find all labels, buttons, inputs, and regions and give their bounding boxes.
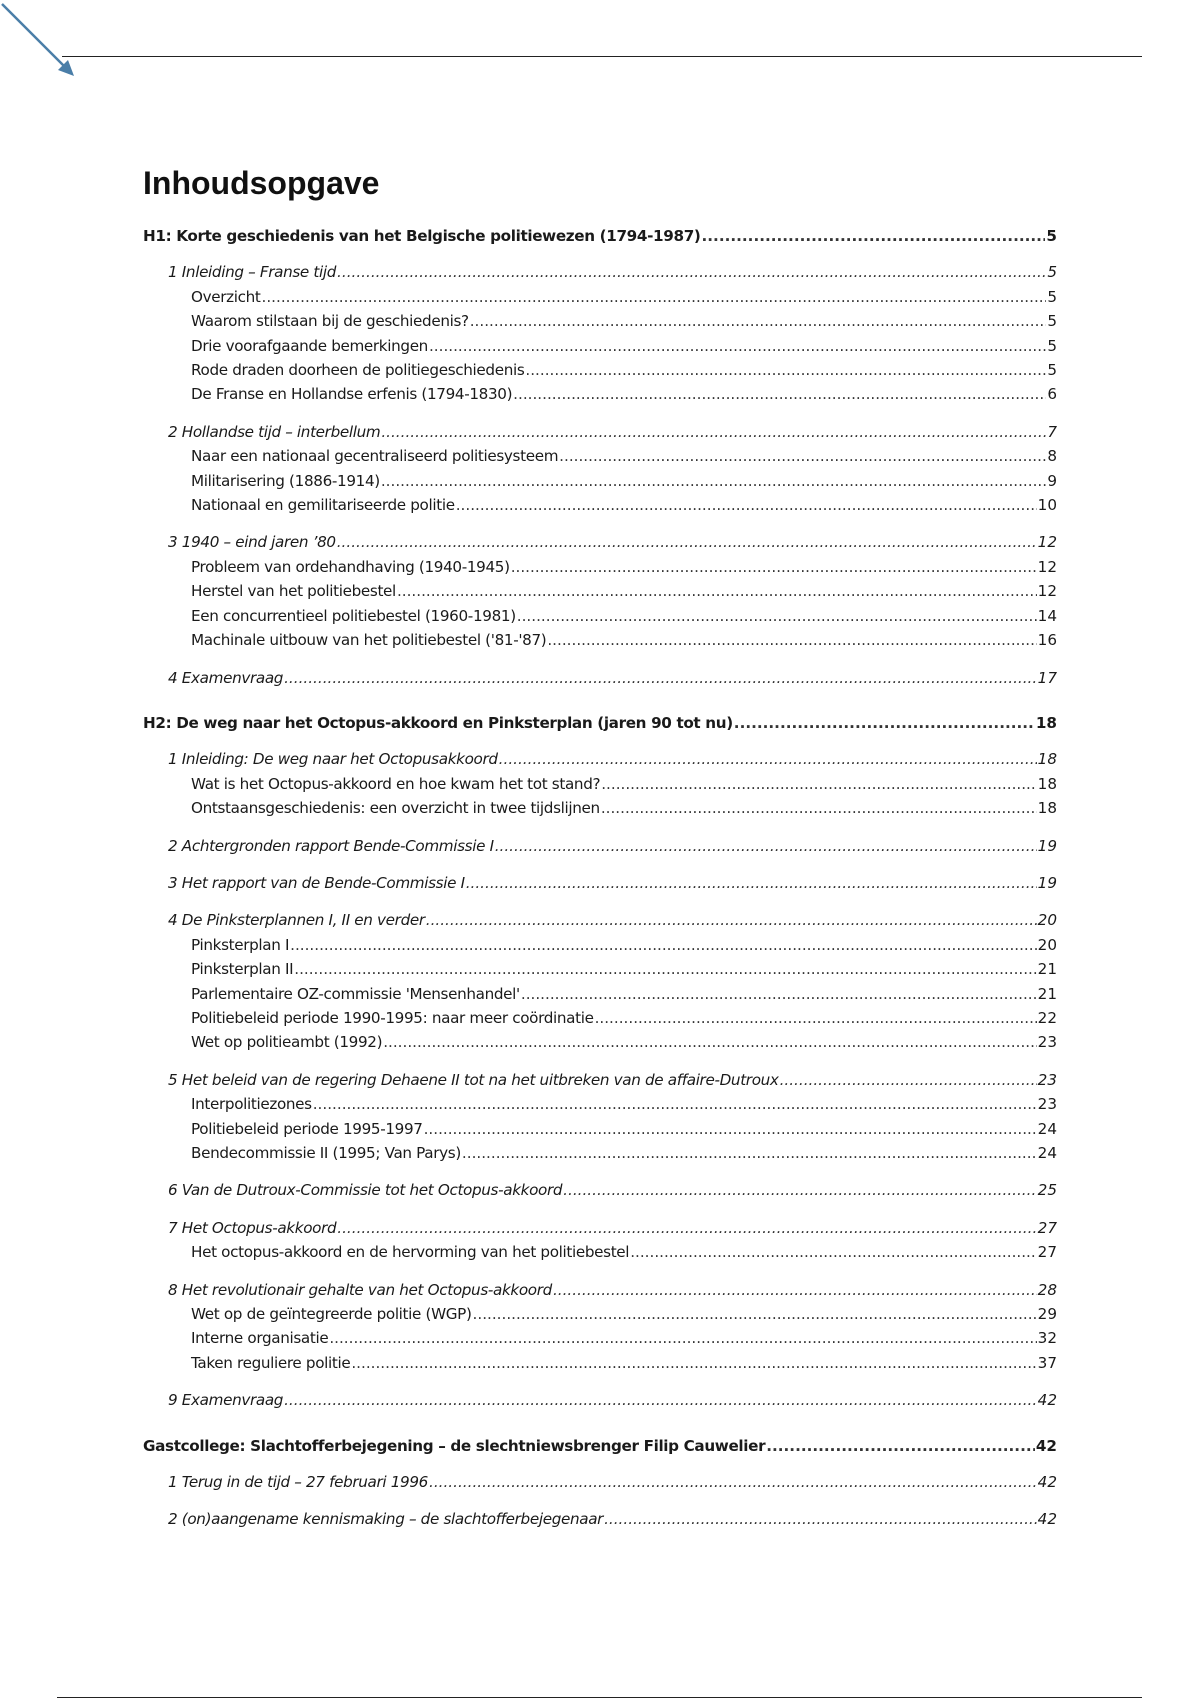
toc-dot-leader [511,555,1037,579]
footer-rule [57,1697,1142,1698]
toc-entry-text: 8 Het revolutionair gehalte van het Octopus-akkoord [168,1280,552,1299]
toc-page-number: 25 [1037,1181,1057,1200]
toc-dot-leader [630,1240,1036,1264]
toc-entry-level-3[interactable] [143,1092,1057,1116]
toc-page-number: 20 [1037,935,1057,954]
toc-entry-text: Taken reguliere politie [191,1353,351,1372]
toc-entry-level-3[interactable] [143,1351,1057,1375]
toc-entry-text: H1: Korte geschiedenis van het Belgische politiewezen (1794-1987) [143,227,701,245]
toc-page-number: 24 [1037,1144,1057,1162]
toc-entry-level-2[interactable] [143,871,1057,895]
toc-page-number: 17 [1037,668,1057,687]
toc-entry-text: Overzicht [191,287,261,306]
toc-entry-level-3[interactable] [143,382,1057,406]
toc-dot-leader [313,1092,1037,1116]
toc-page-number: 42 [1037,1510,1057,1529]
toc-page-number: 27 [1037,1218,1057,1237]
toc-entry-text: De Franse en Hollandse erfenis (1794-1830) [191,385,513,404]
toc-entry-level-3[interactable] [143,1240,1057,1264]
toc-dot-leader [329,1326,1036,1350]
toc-dot-leader [381,469,1046,493]
toc-page-number: 19 [1037,836,1057,855]
toc-entry-level-2[interactable] [143,1507,1057,1531]
toc-dot-leader [553,1278,1037,1302]
toc-page-number: 28 [1037,1280,1057,1299]
toc-page-number: 27 [1037,1243,1057,1262]
toc-entry-text: 2 Achtergronden rapport Bende-Commissie I [168,836,494,855]
toc-dot-leader [563,1178,1037,1202]
toc-entry-text: Een concurrentieel politiebestel (1960-1981) [191,606,516,625]
toc-page-number: 18 [1037,799,1057,818]
toc-page-number: 23 [1037,1095,1057,1114]
toc-page-number: 37 [1037,1353,1057,1372]
toc-page-number: 12 [1037,533,1057,552]
toc-dot-leader [429,1470,1037,1494]
toc-dot-leader [473,1302,1037,1326]
toc-entry-text: Politiebeleid periode 1990-1995: naar meer coördinatie [191,1008,594,1027]
toc-entry-level-3[interactable] [143,1030,1057,1054]
toc-page-number: 23 [1037,1070,1057,1089]
toc-dot-leader [397,579,1037,603]
toc-entry-text: 1 Inleiding – Franse tijd [168,263,337,282]
toc-entry-level-3[interactable] [143,285,1057,309]
toc-dot-leader [513,382,1046,406]
toc-page-number: 5 [1047,336,1057,355]
toc-entry-text: Militarisering (1886-1914) [191,471,380,490]
toc-page-number: 18 [1037,774,1057,793]
toc-entry-text: Nationaal en gemilitariseerde politie [191,496,455,515]
toc-entry-text: 7 Het Octopus-akkoord [168,1218,337,1237]
header-rule [62,56,1142,57]
toc-entry-text: Naar een nationaal gecentraliseerd politiesysteem [191,447,559,466]
toc-page-number: 18 [1035,713,1057,732]
toc-entry-text: Interne organisatie [191,1329,329,1348]
toc-entry-level-3[interactable] [143,604,1057,628]
toc-title: Inhoudsopgave [143,165,380,201]
toc-page-number: 21 [1037,960,1057,979]
toc-dot-leader [381,420,1046,444]
toc-entry-level-3[interactable] [143,493,1057,517]
toc-dot-leader [521,982,1037,1006]
toc-dot-leader [601,772,1036,796]
toc-entry-text: Ontstaansgeschiedenis: een overzicht in twee tijdslijnen [191,799,600,818]
toc-dot-leader [734,711,1035,735]
toc-dot-leader [499,747,1037,771]
toc-entry-level-3[interactable] [143,579,1057,603]
toc-entry-level-3[interactable] [143,555,1057,579]
toc-entry-text: Waarom stilstaan bij de geschiedenis? [191,312,469,331]
toc-dot-leader [294,957,1036,981]
toc-dot-leader [284,1388,1037,1412]
toc-entry-level-2[interactable] [143,260,1057,284]
toc-dot-leader [290,933,1037,957]
toc-dot-leader [351,1351,1036,1375]
toc-page-number: 24 [1037,1119,1057,1138]
toc-page-number: 5 [1047,263,1057,282]
toc-entry-level-2[interactable] [143,834,1057,858]
toc-entry-text: Wet op politieambt (1992) [191,1033,383,1052]
toc-page-number: 7 [1047,422,1057,441]
toc-dot-leader [383,1030,1036,1054]
toc-entry-text: Wat is het Octopus-akkoord en hoe kwam het tot stand? [191,774,601,793]
toc-page-number: 42 [1037,1473,1057,1492]
toc-page-number: 29 [1037,1305,1057,1324]
toc-page-number: 22 [1037,1008,1057,1027]
toc-entry-text: Het octopus-akkoord en de hervorming van het politiebestel [191,1243,630,1262]
toc-entry-text: Pinksterplan II [191,960,294,979]
toc-entry-text: 3 1940 – eind jaren ’80 [168,533,336,552]
toc-dot-leader [525,358,1046,382]
toc-entry-level-3[interactable] [143,1117,1057,1141]
toc-entry-level-2[interactable] [143,747,1057,771]
toc-entry-level-3[interactable] [143,1302,1057,1326]
toc-page-number: 19 [1037,873,1057,892]
toc-page-number: 12 [1037,557,1057,576]
toc-dot-leader [595,1006,1037,1030]
toc-page-number: 32 [1037,1329,1057,1348]
toc-entry-level-3[interactable] [143,628,1057,652]
toc-entry-text: Politiebeleid periode 1995-1997 [191,1119,423,1138]
toc-dot-leader [262,285,1047,309]
toc-entry-level-2[interactable] [143,1388,1057,1412]
toc-entry-level-1[interactable] [143,224,1057,248]
toc-entry-text: 1 Inleiding: De weg naar het Octopusakkoord [168,750,498,769]
toc-entry-text: Rode draden doorheen de politiegeschiedenis [191,361,525,380]
toc-dot-leader [470,309,1047,333]
toc-entry-level-2[interactable] [143,1178,1057,1202]
toc-page-number: 20 [1037,911,1057,930]
toc-dot-leader [337,530,1037,554]
toc-entry-level-3[interactable] [143,772,1057,796]
toc-page-number: 5 [1047,287,1057,306]
toc-entry-text: Bendecommissie II (1995; Van Parys) [191,1144,461,1162]
toc-entry-level-3[interactable] [143,1006,1057,1030]
toc-entry-level-3[interactable] [143,982,1057,1006]
toc-page-number: 14 [1037,606,1057,625]
toc-entry-level-2[interactable] [143,1216,1057,1240]
toc-entry-text: 3 Het rapport van de Bende-Commissie I [168,873,465,892]
toc-entry-text: 2 Hollandse tijd – interbellum [168,422,381,441]
toc-dot-leader [284,666,1037,690]
toc-entry-level-2[interactable] [143,1278,1057,1302]
toc-page-number: 42 [1037,1391,1057,1410]
toc-page-number: 9 [1047,471,1057,490]
toc-entry-text: 4 De Pinksterplannen I, II en verder [168,911,425,930]
toc-entry-level-3[interactable] [143,957,1057,981]
toc-dot-leader [466,871,1037,895]
toc-dot-leader [462,1141,1037,1165]
toc-dot-leader [547,628,1036,652]
toc-entry-text: 5 Het beleid van de regering Dehaene II tot na het uitbreken van de affaire-Dutroux [168,1070,779,1089]
toc-entry-level-2[interactable] [143,908,1057,932]
toc-page-number: 18 [1037,750,1057,769]
toc-dot-leader [604,1507,1037,1531]
toc-entry-text: Pinksterplan I [191,935,290,954]
toc-entry-level-2[interactable] [143,666,1057,690]
toc-page-number: 12 [1037,582,1057,601]
toc-entries [143,224,1057,1532]
toc-entry-level-3[interactable] [143,469,1057,493]
toc-dot-leader [337,1216,1036,1240]
toc-dot-leader [456,493,1037,517]
table-of-contents [143,164,1057,1532]
toc-dot-leader [601,796,1037,820]
toc-entry-level-2[interactable] [143,1470,1057,1494]
toc-entry-level-3[interactable] [143,309,1057,333]
toc-entry-text: Gastcollege: Slachtofferbejegening – de slechtniewsbrenger Filip Cauwelier [143,1436,766,1455]
toc-dot-leader [517,604,1037,628]
toc-dot-leader [429,334,1046,358]
toc-page-number: 8 [1047,447,1057,466]
toc-entry-level-3[interactable] [143,1326,1057,1350]
toc-page-number: 10 [1037,496,1057,515]
toc-entry-level-2[interactable] [143,1068,1057,1092]
toc-entry-text: Herstel van het politiebestel [191,582,396,601]
toc-entry-text: 4 Examenvraag [168,668,284,687]
corner-arrow-icon [0,0,80,80]
toc-entry-text: Interpolitiezones [191,1095,312,1114]
toc-entry-text: H2: De weg naar het Octopus-akkoord en Pinksterplan (jaren 90 tot nu) [143,713,733,732]
toc-dot-leader [424,1117,1037,1141]
toc-entry-level-3[interactable] [143,358,1057,382]
toc-entry-level-2[interactable] [143,530,1057,554]
toc-page-number: 21 [1037,984,1057,1003]
toc-entry-level-3[interactable] [143,933,1057,957]
toc-entry-text: 6 Van de Dutroux-Commissie tot het Octopus-akkoord [168,1181,563,1200]
toc-page-number: 16 [1037,631,1057,650]
toc-entry-text: 9 Examenvraag [168,1391,284,1410]
toc-page-number: 23 [1037,1033,1057,1052]
toc-dot-leader [702,224,1046,248]
toc-dot-leader [495,834,1037,858]
toc-page-number: 42 [1035,1436,1057,1455]
toc-entry-text: Wet op de geïntegreerde politie (WGP) [191,1305,472,1324]
toc-page-number: 6 [1047,385,1057,404]
toc-entry-level-3[interactable] [143,444,1057,468]
toc-entry-level-3[interactable] [143,334,1057,358]
toc-dot-leader [337,260,1046,284]
toc-dot-leader [766,1434,1035,1458]
toc-entry-level-3[interactable] [143,1141,1057,1165]
toc-entry-level-1[interactable] [143,1434,1057,1458]
toc-entry-text: Drie voorafgaande bemerkingen [191,336,428,355]
toc-entry-text: 1 Terug in de tijd – 27 februari 1996 [168,1473,428,1492]
toc-entry-level-1[interactable] [143,711,1057,735]
toc-entry-text: Parlementaire OZ-commissie 'Mensenhandel' [191,984,520,1003]
toc-dot-leader [426,908,1037,932]
toc-dot-leader [780,1068,1037,1092]
toc-page-number: 5 [1047,312,1057,331]
toc-page-number: 5 [1046,227,1057,245]
toc-entry-level-3[interactable] [143,796,1057,820]
toc-entry-text: 2 (on)aangename kennismaking – de slachtofferbejegenaar [168,1510,604,1529]
toc-entry-text: Probleem van ordehandhaving (1940-1945) [191,557,510,576]
toc-entry-level-2[interactable] [143,420,1057,444]
toc-page-number: 5 [1047,361,1057,380]
toc-dot-leader [559,444,1046,468]
toc-entry-text: Machinale uitbouw van het politiebestel ('81-'87) [191,631,547,650]
